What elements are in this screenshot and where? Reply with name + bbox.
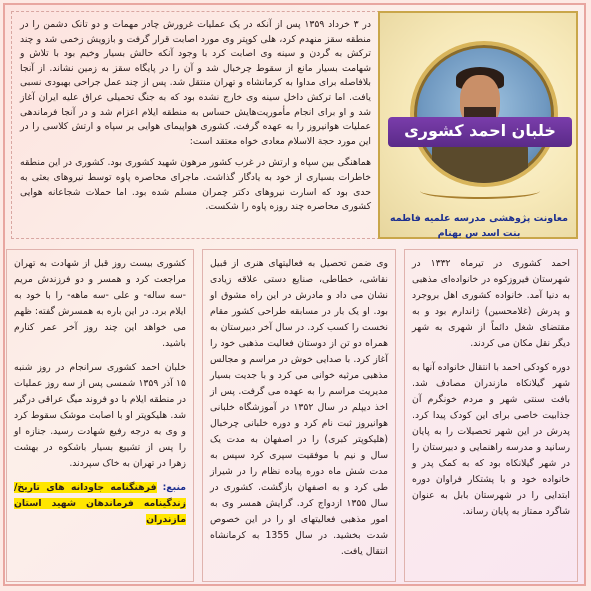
bio-paragraph-4: کشوری بیست روز قبل از شهادت به تهران مراجعت کرد و همسر و دو فرزندش مریم -سه ساله- و علی -سه ماهه- را با خود به ایلام برد. در این باره به همسرش گفته: ظهم می خواهد این چند روز آخر عمر کنارم باشید. [14,258,186,349]
source-label: منبع: [162,482,186,493]
ornament-icon [420,183,540,199]
column-middle [202,249,396,582]
column-left [6,249,194,582]
bio-paragraph-3: وی ضمن تحصیل به فعالیتهای هنری از قبیل نقاشی، خطاطی، صنایع دستی علاقه زیادی نشان می داد و مادرش در این راه مشوق او بود. او یک بار در مسابقه طراحی کشور مقام نخست را کسب کرد. در سال آخر دبیرستان به همراه دو تن از دوستان فعالیت مذهبی خود را آغاز کرد. با صدایی خوش در مراسم و مجالس مذهبی مرثیه خوانی می کرد و با جدیت بسیار مدیریت مراسم را به عهده می گرفت. پس از اخذ دیپلم در سال ۱۳۵۲ در آموزشگاه خلبانی هوانیروز ثبت نام کرد و دوره خلبانی چرخبال (هلیکوپتر کبری) را در اصفهان به مدت یک سال و نیم با موفقیت سپری کرد سپس به مدت شش ماه دوره پیاده نظام را در شیراز طی کرد و به اصفهان بازگشت. کشوری در سال ۱۳۵۵ ازدواج کرد. گرایش همسر وی به امور مذهبی فعالیتهای او را در این خصوص شدت بخشید. در سال 1355 به کرمانشاه انتقال یافت. [210,258,389,557]
bio-paragraph-1: احمد کشوری در تیرماه ۱۳۳۲ در شهرستان فیروزکوه در خانواده‌ای مذهبی به دنیا آمد. خانواده کشوری اهل بروجرد و پدرش (غلامحسین) ژاندارم بود و به مقتضای شغل دائماً از شهری به شهر دیگر نقل مکان می کردند. [412,258,571,349]
bio-paragraph-5: خلبان احمد کشوری سرانجام در روز شنبه ۱۵ آذر ۱۳۵۹ شمسی پس از سه روز عملیات در منطقه ایلام با دو فروند میگ عراقی درگیر شد. هلیکوپتر او با اصابت موشک سقوط کرد و وی به درجه رفیع شهادت رسید. جنازه او را پس از تشییع بسیار باشکوه در بهشت زهرا در تهران به خاک سپردند. [14,362,186,469]
source-text: فرهنگنامه جاودانه های تاریخ/ زندگینامه فرماندهان شهید استان مازندران [14,482,186,525]
poster [3,3,586,586]
page-title: خلبان احمد کشوری [404,121,556,140]
header-card [378,11,578,239]
portrait-image [410,41,558,187]
bio-paragraph-2: دوره کودکی احمد با انتقال خانواده آنها به شهر گیلانکاه مازندران مصادف شد. بافت سنتی شهر و مردم خونگرم آن جذابیت خاصی برای این کودک پیدا کرد. پدرش در این شهر تحصیلات را به پایان رسانید و مدرسه راهنمایی و دبیرستان را در شهر گیلانکاه بود که به کمک پدر و خانواده خود و با پشتکار فراوان دوره ابتدایی را در شهرستان بابل به عنوان شاگرد ممتاز به پایان رساند. [412,362,570,517]
intro-paragraph-2: هماهنگی بین سپاه و ارتش در غرب کشور مرهون شهید کشوری بود. کشوری در این منطقه خاطرات بسیاری از خود به یادگار گذاشت. ماجرای محاصره پاوه توسط نیروهای بعثی به حدی بود که اسارت نیروهای دکتر چمران مسلم شده بود. اما حملات شجاعانه هوایی کشوری محاصره چند روزه پاوه را شکست. [20,157,371,213]
intro-paragraph-1: در ۳ خرداد ۱۳۵۹ پس از آنکه در یک عملیات غرورش چادر مهمات و دو تانک دشمن را در منطقه سقز منهدم کرد، هلی کوپتر وی مورد اصابت قرار گرفت و بازویش زخمی شد و چند ترکش به گردن و سینه وی اصابت کرد با وجود آنکه حالش بسیار وخیم بود با تلاش و شهامت بسیار مانع از سقوط چرخبال شد و آن را در پایگاه سقز به زمین نشاند. از آنجا بلافاصله برای مداوا به کرمانشاه و تهران منتقل شد. پس از چند عمل جراحی بهبودی نسبی یافت. اما ترکش داخل سینه وی خارج نشده بود که به جنگ تحمیلی عراق علیه ایران آغاز شد و او برای انجام مأموریت‌هایش حساس به منطقه ایلام اعزام شد و در آنجا فرماندهی عملیات هوانیروز را به عهده گرفت. کشوری هواپیمای هوایی بر سپاه و ارتش کلاسی را در این مورد حجة الاسلام معادی خواه معتقد است: [20,19,372,147]
author-credit: معاونت پژوهشی مدرسه علمیه فاطمه بنت اسد س بهنام [390,213,568,239]
title-ribbon [388,117,572,147]
intro-text-box [11,11,380,239]
column-right [404,249,578,582]
source-note [14,480,186,528]
